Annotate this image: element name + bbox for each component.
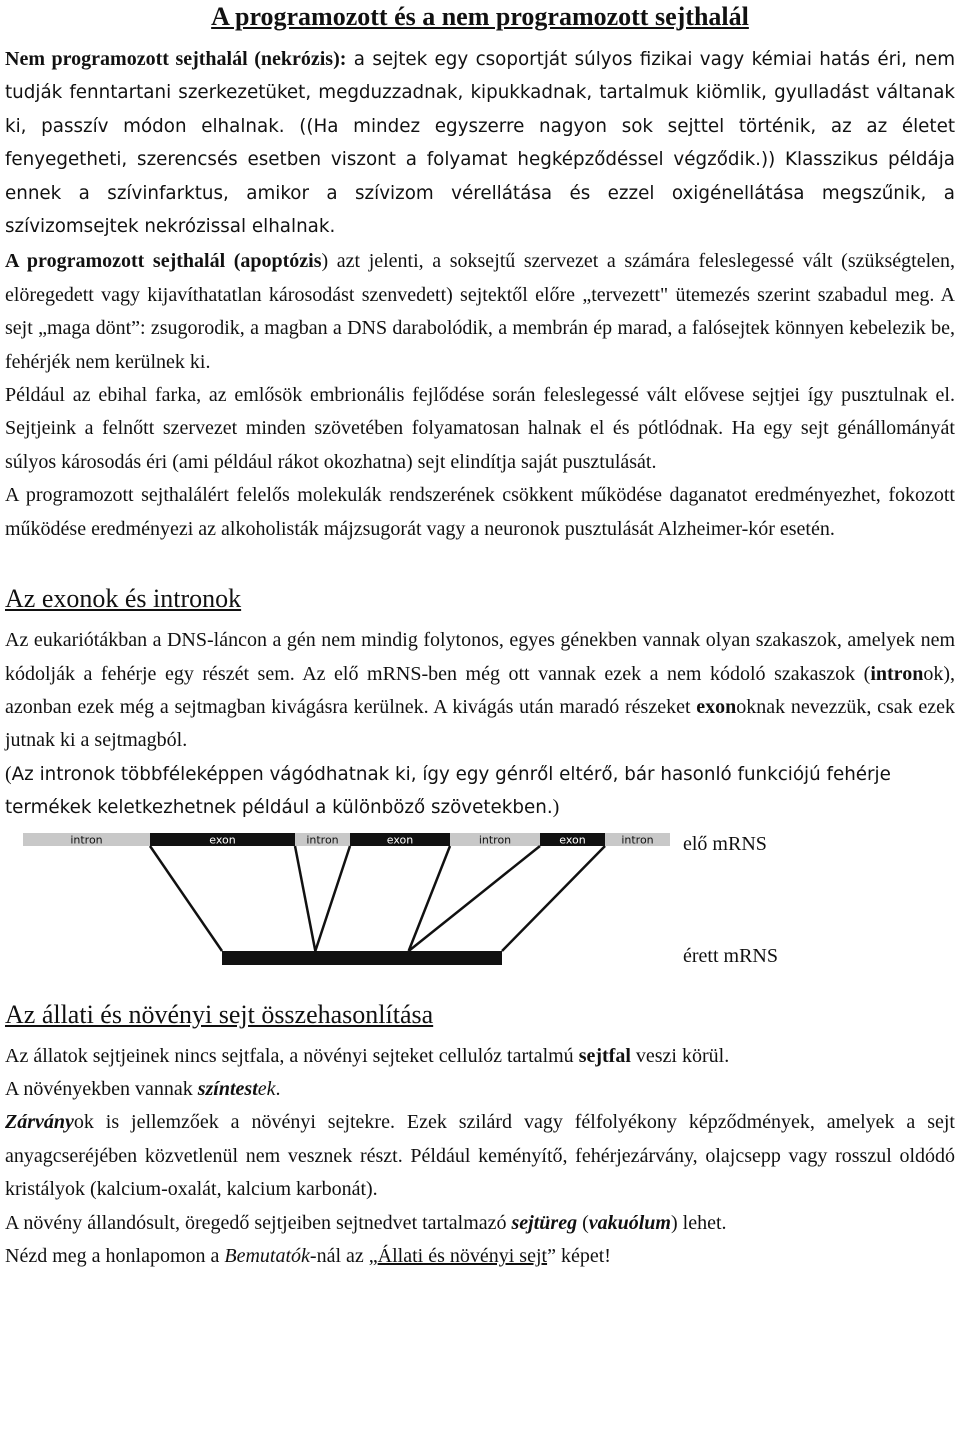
necrosis-text: a sejtek egy csoportját súlyos fizikai vagy kémiai hatás éri, nem tudják fenntartani szerkezetüket, megduzzadnak, kipukkadnak, tartalmuk kiömlik, gyulladást váltanak ki, passzív módon elhalnak. ((Ha mindez egyszerre nagyon sok sejttel történik, az az életet fenyegetheti, szerencsés esetben viszont a folyamat hegképződéssel végződik.)) <box>5 49 955 171</box>
plastid-suffix: ek <box>257 1077 276 1100</box>
vacuole-line <box>5 1207 955 1240</box>
exon-intron-paragraph <box>5 624 955 758</box>
cell-comparison-heading: Az állati és növényi sejt összehasonlítása <box>5 999 434 1029</box>
example-paragraph: Például az ebihal farka, az emlősök embrionális fejlődése során feleslegessé vált elővese sejtjei így pusztulnak el. Sejtjeink a felnőtt szervezet minden szövetében folyamatosan halnak el és pótlódnak. Ha egy sejt génállományát súlyos károsodás éri (ami például rákot okozhatna) sejt elindítja saját pusztulását. <box>5 384 955 473</box>
pre-mrna-label: elő mRNS <box>683 832 767 855</box>
inclusion-text: ok is jellemzőek a növényi sejtekre. Ezek szilárd vagy félfolyékony képződmények, amelyek a sejt anyagcseréjében közvetlenül nem vesznek részt. Például keményítő, fehérjezárvány, olajcsepp vagy rosszul oldódó kristályok (kalcium-oxalát, kalcium karbonát). <box>5 1111 955 1201</box>
website-text-c: ” képet! <box>547 1244 611 1267</box>
exon-intron-text-b: ok), azonban ezek még a sejtmagban kivágásra kerülnek. A kivágás után maradó részeket <box>5 662 955 718</box>
document-page <box>5 0 955 1273</box>
necrosis-paragraph <box>5 43 955 243</box>
intron-label-2: intron <box>306 833 339 847</box>
exon-intron-text-a: Az eukariótákban a DNS-láncon a gén nem mindig folytonos, egyes génekben vannak olyan szakaszok, amelyek nem kódolják a fehérje egy részét sem. Az elő mRNS-ben még ott vannak ezek a nem kódoló szakaszok ( <box>5 629 955 685</box>
mature-mrna-bar <box>222 951 502 965</box>
intron-label-4: intron <box>478 833 512 847</box>
apoptosis-more: A sejt „maga dönt”: zsugorodik, a magban a DNS darabolódik, a membrán ép marad, a falósejtek könnyen kebelezik be, fehérjék nem kerülnek ki. <box>5 283 955 373</box>
splicing-note-text: Az intronok többféleképpen vágódhatnak ki, így egy génről eltérő, bár hasonló funkciójú fehérje termékek keletkezhetnek például a különböző szövetekben. <box>5 763 891 819</box>
cell-wall-text-a: Az állatok sejtjeinek nincs sejtfala, a növényi sejteket cellulóz tartalmú <box>5 1044 579 1067</box>
inclusion-term: Zárvány <box>5 1111 74 1134</box>
splicing-diagram <box>5 831 955 996</box>
vacuole-text-a: A növény állandósult, öregedő sejtjeiben sejtnedvet tartalmazó <box>5 1211 512 1234</box>
vacuole-text-c: ) lehet. <box>671 1211 727 1234</box>
plastid-text-c: . <box>275 1077 281 1100</box>
inclusion-paragraph <box>5 1106 955 1206</box>
apoptosis-text: azt jelenti, a soksejtű szervezet a számára feleslegessé vált (szükségtelen, elöregedett vagy kijavíthatatlan károsodást szenvedett) sejtektől előre „tervezett" ütemezés szerint szabadul meg. <box>5 250 956 306</box>
splice-line <box>295 846 315 951</box>
plastid-line <box>5 1073 955 1106</box>
necrosis-example: Klasszikus példája ennek a szívinfarktus, amikor a szívizom vérellátása és ezzel oxigénellátása megszűnik, a szívizomsejtek nekrózissal elhalnak. <box>5 149 955 238</box>
apoptosis-close: ) <box>321 250 329 273</box>
cell-wall-line <box>5 1040 955 1073</box>
necrosis-term: Nem programozott sejthalál (nekrózis): <box>5 48 347 70</box>
exon-intron-text-c: oknak nevezzük, csak ezek jutnak ki a sejtmagból. <box>5 695 955 752</box>
cell-wall-text-c: veszi körül. <box>630 1044 730 1067</box>
website-text-a: Nézd meg a honlapomon a <box>5 1244 225 1267</box>
exon-label-3: exon <box>386 833 414 847</box>
splicing-diagram-svg <box>5 831 955 996</box>
vacuole-term-1: sejtüreg <box>511 1211 578 1234</box>
splice-line <box>502 846 605 951</box>
website-text-b: -nál az „ <box>309 1244 378 1267</box>
website-line <box>5 1240 955 1273</box>
vacuole-term-2: vakuólum <box>588 1211 671 1234</box>
exon-label-5: exon <box>559 833 586 847</box>
intron-term: intron <box>870 662 924 685</box>
animal-plant-cell-link[interactable]: Állati és növényi sejt <box>377 1244 548 1267</box>
vacuole-text-b: ( <box>577 1211 589 1234</box>
note-open-paren: ( <box>5 762 12 785</box>
exon-term: exon <box>696 695 737 718</box>
intron-label-6: intron <box>621 833 654 847</box>
splice-line <box>315 846 350 951</box>
splice-line <box>150 846 222 951</box>
exon-intron-heading: Az exonok és intronok <box>5 584 242 614</box>
presentations-term: Bemutatók <box>224 1244 310 1267</box>
plastid-text-a: A növényekben vannak <box>5 1077 198 1100</box>
intron-label-0: intron <box>70 833 103 847</box>
mature-mrna-label: érett mRNS <box>683 944 778 967</box>
exon-label-1: exon <box>209 833 236 847</box>
page-title: A programozott és a nem programozott sejthalál <box>211 2 749 31</box>
disease-paragraph: A programozott sejthalálért felelős molekulák rendszerének csökkent működése daganatot eredményezhet, fokozott működése eredményezi az alkoholisták májzsugorát vagy a neuronok pusztulását Alzheimer-kór esetén. <box>5 484 955 540</box>
plastid-term: színtest <box>197 1077 258 1100</box>
apoptosis-term: A programozott sejthalál (apoptózis <box>5 250 322 273</box>
note-close-paren: ) <box>552 796 560 819</box>
splicing-note-paragraph <box>5 758 955 825</box>
apoptosis-paragraph <box>5 245 955 379</box>
cell-wall-term: sejtfal <box>578 1044 631 1067</box>
